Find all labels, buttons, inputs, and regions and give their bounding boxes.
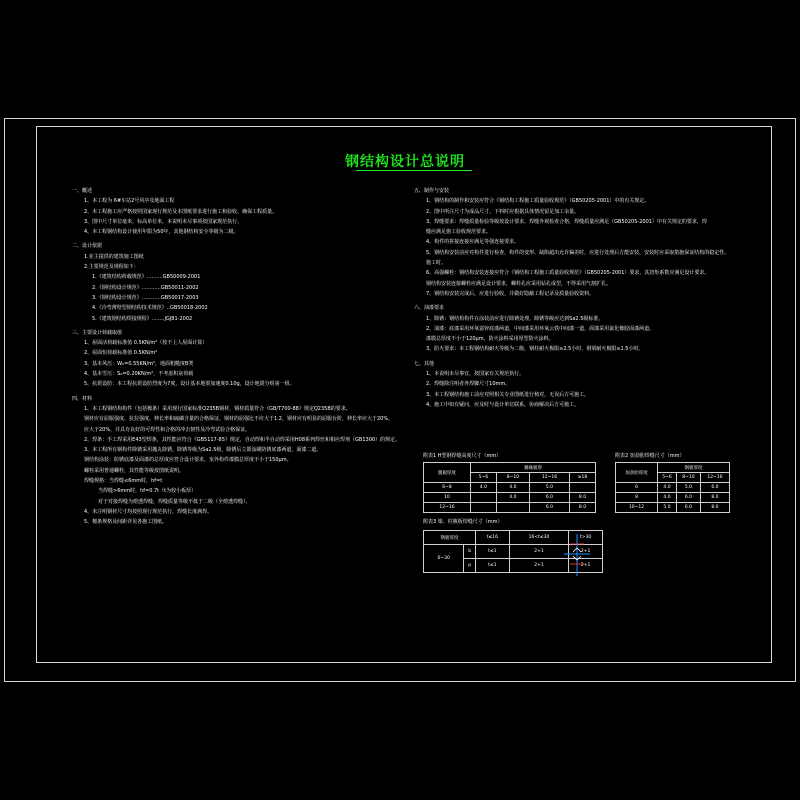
note-line: 漆膜总厚度不小于120μm，防火涂料采用厚型防火涂料。 bbox=[426, 336, 554, 343]
note-line: 4.《冷弯薄壁型钢结构技术规范》..GB50018-2002 bbox=[92, 305, 208, 312]
note-line: 5、钢结构安装前应对构件进行检查，构件的变形、缺陷超出允许偏差时，应进行处理后方能安装，安装时应采取措施保证结构的稳定性。 bbox=[426, 249, 730, 256]
note-line: 5、檩条规格及间距详见各施工图纸。 bbox=[84, 519, 168, 526]
table-row bbox=[616, 483, 730, 493]
table-row bbox=[616, 503, 730, 513]
note-line: 1、本工程为 6#车站2号风亭及地面工程 bbox=[84, 198, 175, 205]
note-line: 2、图中所注尺寸为成品尺寸，下料时应根据具体情况留足加工余量。 bbox=[426, 208, 580, 215]
table-cell: 5~6 bbox=[658, 473, 677, 483]
table-cell: 2+1 bbox=[569, 559, 603, 573]
table-cell: 12~16 bbox=[700, 473, 729, 483]
table-cell bbox=[470, 493, 496, 503]
table-cell: 加劲肋厚度 bbox=[616, 463, 658, 483]
table-header-row bbox=[424, 463, 596, 473]
table-cell: 8.0 bbox=[570, 503, 596, 513]
note-line: 4、未注明钢材尺寸均按照现行规范执行，焊缝长度满焊。 bbox=[84, 508, 213, 515]
notes-right-column bbox=[414, 186, 729, 410]
table-cell: ≥18 bbox=[570, 473, 596, 483]
table1-caption: 附表1 H型钢焊缝高度尺寸（mm） bbox=[423, 453, 502, 459]
note-line: 3、基本风压：W₀=0.55KN/m²，地面粗糙度B类 bbox=[84, 360, 194, 367]
table-cell: 6~30 bbox=[424, 545, 464, 573]
title-underline bbox=[356, 170, 472, 171]
table-cell: t≤1 bbox=[476, 545, 510, 559]
note-line: 1.业主提供的建筑施工图纸 bbox=[84, 253, 144, 260]
note-line: 钢结构涂装：防锈底漆及面漆的总厚度应符合设计要求，室外构件漆膜总厚度不小于150μm。 bbox=[84, 457, 292, 464]
table-cell: 12~16 bbox=[529, 473, 569, 483]
note-line: 2、焊缝除注明者外焊脚尺寸10mm。 bbox=[426, 381, 511, 388]
table-cell: 钢板厚度 bbox=[424, 531, 476, 545]
table-cell: 8.0 bbox=[700, 493, 729, 503]
weld-detail-icon bbox=[560, 532, 594, 578]
table1-weld-h-section bbox=[423, 462, 596, 513]
notes-left-column bbox=[72, 186, 400, 528]
table-cell: 10~12 bbox=[616, 503, 658, 513]
table-cell: 5.0 bbox=[676, 483, 700, 493]
note-line: 5.《建筑钢结构焊接规程》........JGJ81-2002 bbox=[92, 315, 193, 322]
table-cell: 8.0 bbox=[700, 503, 729, 513]
table-row bbox=[424, 483, 596, 493]
table-cell: 4.0 bbox=[658, 483, 677, 493]
note-line: 1、除锈：钢结构构件在涂装前应进行除锈处理，除锈等级应达到Sa2.5级标准。 bbox=[426, 315, 604, 322]
section-heading: 二、设计依据 bbox=[72, 243, 103, 250]
table-cell bbox=[496, 503, 529, 513]
table-cell: 翼缘板厚 bbox=[470, 463, 595, 473]
table-cell: 2+1 bbox=[509, 545, 569, 559]
table-cell: 5.0 bbox=[529, 483, 569, 493]
table-cell: 4.0 bbox=[496, 483, 529, 493]
table-header-row bbox=[616, 463, 730, 473]
section-heading: 六、油漆要求 bbox=[414, 305, 445, 312]
section-heading: 三、主要设计荷载取值 bbox=[72, 329, 123, 336]
table-cell: t≤1 bbox=[476, 559, 510, 573]
note-line: 3、防火要求：本工程钢结构耐火等级为二级，钢柱耐火极限≥2.5小时，钢梁耐火极限≥1.5小时。 bbox=[426, 346, 644, 353]
note-line: 6、高强螺栓：钢结构安装连接应符合《钢结构工程施工质量验收规范》（GB50205-2001）要求，其扭矩系数应满足设计要求。 bbox=[426, 270, 710, 277]
table-row bbox=[616, 493, 730, 503]
note-line: 钢结构安装连接螺栓应满足设计要求，螺栓孔应采用钻孔成型，不得采用气割扩孔。 bbox=[426, 280, 612, 287]
note-line: 2、屋面恒荷载标准值 0.5KN/m² bbox=[84, 350, 158, 357]
note-line: 3、本工程钢结构施工前应对照相关专业图纸进行核对，无误后方可施工。 bbox=[426, 391, 590, 398]
table-cell: 6.0 bbox=[529, 503, 569, 513]
table-cell: 腹板厚度 bbox=[424, 463, 471, 483]
section-heading: 四、材料 bbox=[72, 395, 93, 402]
note-line: 2、油漆：底漆采用环氧富锌底漆两道，中间漆采用环氧云铁中间漆一道，面漆采用氯化橡胶面漆两道。 bbox=[426, 325, 655, 332]
note-line: 1、钢结构的制作和安装应符合《钢结构工程施工质量验收规范》（GB50205-2001）中的有关规定。 bbox=[426, 198, 650, 205]
note-line: 2、本工程施工应严格按照国家现行规范及本图纸要求进行施工和验收，确保工程质量。 bbox=[84, 208, 278, 215]
section-heading: 一、概述 bbox=[72, 188, 93, 194]
note-line: 5、抗震设防：本工程抗震设防烈度为7度，设计基本地震加速度0.10g，设计地震分组第一组。 bbox=[84, 381, 295, 388]
note-line: 缝应满足施工验收规范要求。 bbox=[426, 229, 492, 236]
note-line: 1、本说明未尽事宜，按国家有关规范执行。 bbox=[426, 371, 525, 378]
note-line: 施工时。 bbox=[426, 260, 447, 267]
note-line: 4、本工程钢结构设计使用年限为50年，其他钢结构安全等级为二级。 bbox=[84, 229, 239, 236]
table-cell: 4.0 bbox=[496, 493, 529, 503]
table-cell: 8 bbox=[616, 493, 658, 503]
note-line: 1、本工程钢结构构件（包括檩条）采用现行国家标准Q235B钢材，钢材质量符合《GB/T700-88》规定Q235B的要求。 bbox=[84, 405, 351, 412]
note-line: 3、本工程所有钢构件除锈采用抛丸除锈，除锈等级为Sa2.5级，除锈后立即涂刷防锈底漆两道，面漆二道。 bbox=[84, 447, 322, 454]
note-line: 4、施工中如有疑问，应及时与设计单位联系，协商解决后方可施工。 bbox=[426, 401, 580, 408]
table2-weld-stiffener bbox=[615, 462, 730, 513]
note-line: 3、图中尺寸单位毫米，标高单位米，本说明未尽事项按国家规范执行。 bbox=[84, 218, 243, 225]
note-line: 7、钢结构安装完成后，应进行验收，并做好隐蔽工程记录及质量验收资料。 bbox=[426, 290, 595, 297]
table3-caption: 附表3 梁、柱腹板焊缝尺寸（mm） bbox=[423, 519, 503, 525]
note-line: 钢材应有屈服强度、抗拉强度、伸长率和硫磷含量的合格保证，钢材的屈强比不应大于1.2，钢材应有明显的屈服台阶，伸长率应大于20%， bbox=[84, 416, 394, 423]
table-cell: 6.0 bbox=[700, 483, 729, 493]
note-line: 1.《建筑结构荷载规范》..........GB50009-2001 bbox=[92, 274, 201, 281]
table-row bbox=[424, 493, 596, 503]
table-cell: 8~10 bbox=[676, 473, 700, 483]
note-line: 焊缝规格：当焊缝≤6mm时，hf=t bbox=[84, 478, 163, 485]
note-line: 3.《钢结构设计规范》............GB50017-2003 bbox=[92, 294, 199, 301]
table-cell: b bbox=[464, 545, 476, 559]
note-line: 1、屋面活荷载标准值 0.5KN/m²（按不上人屋面计算） bbox=[84, 340, 208, 347]
table-cell: 5.0 bbox=[658, 503, 677, 513]
table-cell: 6.0 bbox=[529, 493, 569, 503]
table-cell: 4.0 bbox=[470, 483, 496, 493]
table-cell: 6.0 bbox=[676, 493, 700, 503]
table-cell: 4.0 bbox=[658, 493, 677, 503]
note-line: 3、焊缝要求：焊缝质量检验等级按设计要求，焊缝外观检查合格，焊缝质量应满足（GB50205-2001）中有关规定的要求，焊 bbox=[426, 218, 707, 225]
table-cell: 6 bbox=[616, 483, 658, 493]
table2-caption: 附表2 加劲肋焊缝尺寸（mm） bbox=[615, 453, 685, 459]
note-line: 螺栓采用普通螺栓，其性能等级按图纸说明。 bbox=[84, 467, 185, 474]
note-line: 4、构件的拼接连接应满足等强连接要求。 bbox=[426, 239, 520, 246]
note-line: 应大于20%，并具有良好的可焊性和合格的冲击韧性及冷弯试验合格保证。 bbox=[84, 426, 251, 433]
table-cell: 8~10 bbox=[496, 473, 529, 483]
table-cell: 12~16 bbox=[424, 503, 471, 513]
table-cell: 10 bbox=[424, 493, 471, 503]
table-cell: 2+1 bbox=[569, 545, 603, 559]
table-cell: 钢板厚度 bbox=[658, 463, 730, 473]
table-cell: p bbox=[464, 559, 476, 573]
note-line: 对于对接焊缝为熔透焊缝，焊缝质量等级不低于二级（全熔透焊缝）。 bbox=[98, 498, 251, 505]
table-cell: 16<t≤30 bbox=[509, 531, 569, 545]
table-cell: 5~6 bbox=[470, 473, 496, 483]
table-cell: 2+1 bbox=[509, 559, 569, 573]
note-line: 2.《钢结构设计规范》............GB50011-2002 bbox=[92, 284, 199, 291]
table-cell: 6~8 bbox=[424, 483, 471, 493]
table-cell: t>30 bbox=[569, 531, 603, 545]
table-cell: 8.0 bbox=[570, 493, 596, 503]
table-cell bbox=[570, 483, 596, 493]
note-line: 2、焊条：手工焊采用E43型焊条，其性能应符合《GB5117-85》规定，自动焊和半自动焊采用H08系列焊丝和相应焊剂（GB1300）的规定。 bbox=[84, 436, 401, 443]
table-cell: 6.0 bbox=[676, 503, 700, 513]
section-heading: 七、其他 bbox=[414, 360, 435, 367]
note-line: 4、基本雪压：S₀=0.20KN/m²，不考虑积灰荷载 bbox=[84, 371, 194, 378]
note-line: 2.主要规范及规程如下： bbox=[84, 264, 139, 271]
table-cell bbox=[470, 503, 496, 513]
section-heading: 五、制作与安装 bbox=[414, 188, 450, 194]
table-row bbox=[424, 503, 596, 513]
table-cell: t≤16 bbox=[476, 531, 510, 545]
note-line: 当焊缝>6mm时，hf=0.7t（t为较小板厚） bbox=[98, 488, 197, 495]
drawing-title: 钢结构设计总说明 bbox=[345, 154, 465, 170]
